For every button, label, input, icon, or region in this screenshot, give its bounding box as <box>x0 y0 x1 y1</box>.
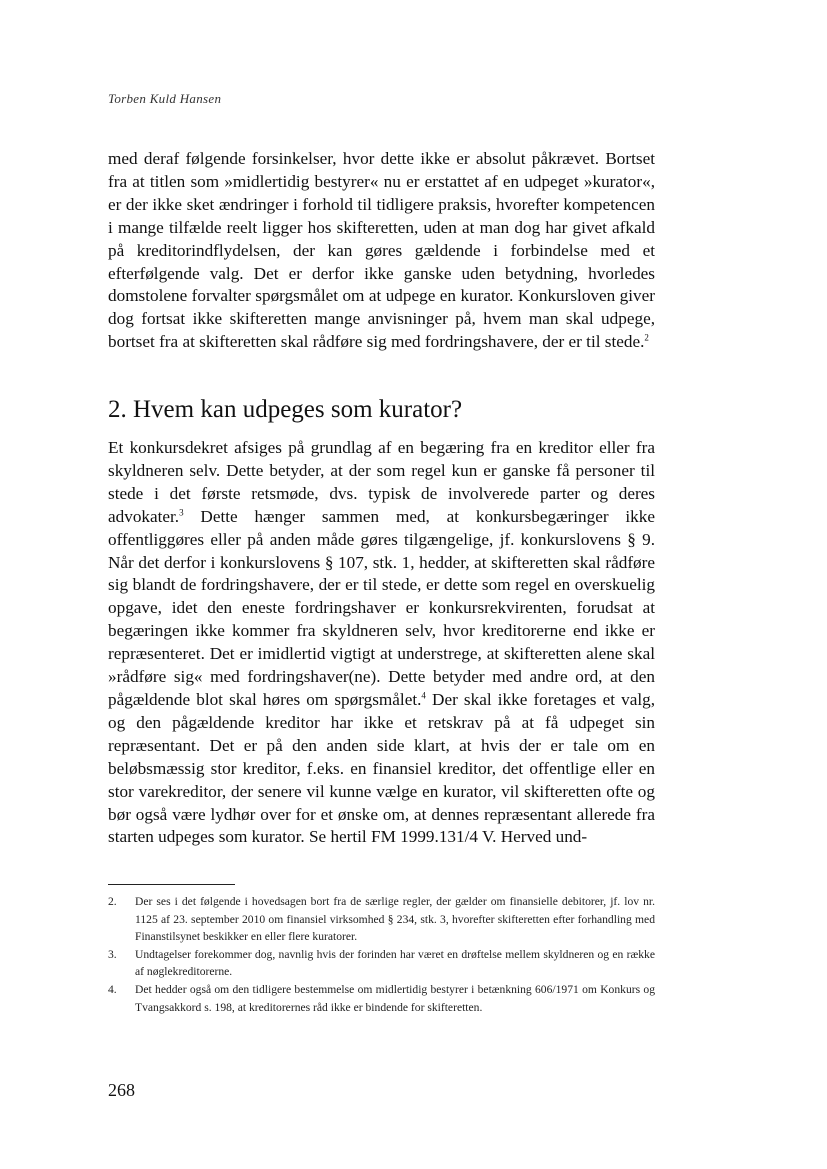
footnote-number: 4. <box>108 982 117 996</box>
running-head: Torben Kuld Hansen <box>108 91 222 106</box>
footnotes <box>108 893 655 1016</box>
footnote-ref-2[interactable]: 2 <box>644 332 649 343</box>
footnote-divider <box>108 884 235 885</box>
footnote-2 <box>108 893 655 946</box>
footnote-3 <box>108 946 655 981</box>
footnote-text: Undtagelser forekommer dog, navnlig hvis der forinden har været en drøftelse mellem skyldneren og en række af nøglekreditorerne. <box>135 947 655 979</box>
paragraph-main <box>108 437 655 849</box>
paragraph-main-text-c: Der skal ikke foretages et valg, og den pågældende kreditor har ikke et retskrav på at få udpeget sin repræsentant. Det er på den anden side klart, at hvis der er tale om en beløbsmæssig stor kreditor, f.eks. en finansiel kreditor, det offentlige eller en stor varekreditor, der senere vil kunne vælge en kurator, vil skifteretten ofte og bør også være lydhør over for et ønske om, at dennes repræsentant allerede fra starten udpeges som kurator. Se hertil FM 1999.131/4 V. Herved und- <box>108 689 655 847</box>
footnote-text: Det hedder også om den tidligere bestemmelse om midlertidig bestyrer i betænkning 606/1971 om Konkurs og Tvangsakkord s. 198, at kreditorernes råd ikke er bindende for skifteretten. <box>135 982 655 1014</box>
footnote-ref-3[interactable]: 3 <box>179 506 184 517</box>
section-heading: 2. Hvem kan udpeges som kurator? <box>108 396 463 423</box>
footnote-ref-4[interactable]: 4 <box>421 690 426 701</box>
footnote-number: 3. <box>108 947 117 961</box>
paragraph-intro-text: med deraf følgende forsinkelser, hvor dette ikke er absolut påkrævet. Bortset fra at titlen som »midlertidig bestyrer« nu er erstattet af en udpeget »kurator«, er der ikke sket ændringer i forhold til tidligere praksis, hvorefter kompetencen i mange tilfælde reelt ligger hos skifteretten, uden at man dog har givet afkald på kreditorindflydelsen, der kan gøres gældende i forbindelse med et efterfølgende valg. Det er derfor ikke ganske uden betydning, hvorledes domstolene forvalter spørgsmålet om at udpege en kurator. Konkursloven giver dog fortsat ikke skifteretten mange anvisninger på, hvem man skal udpege, bortset fra at skifteretten skal rådføre sig med fordringshavere, der er til stede. <box>108 149 655 352</box>
paragraph-main-text-a: Et konkursdekret afsiges på grundlag af en begæring fra en kreditor eller fra skyldneren selv. Dette betyder, at der som regel kun er ganske få personer til stede i det første retsmøde, dvs. typisk de involverede parter og deres advokater. <box>108 438 655 526</box>
footnote-number: 2. <box>108 895 117 908</box>
page-number: 268 <box>108 1080 135 1100</box>
footnote-4 <box>108 981 655 1016</box>
footnote-text: Der ses i det følgende i hovedsagen bort fra de særlige regler, der gælder om finansielle debitorer, jf. lov nr. 1125 af 23. september 2010 om finansiel virksomhed § 234, stk. 3, hvorefter skifteretten efter forhandling med Finanstilsynet beskikker en eller flere kuratorer. <box>135 895 655 944</box>
paragraph-intro <box>108 148 655 354</box>
paragraph-main-text-b: Dette hænger sammen med, at konkursbegæringer ikke offentliggøres eller på anden måde gøres tilgængelige, jf. konkurslovens § 9. Når det derfor i konkurslovens § 107, stk. 1, hedder, at skifteretten skal rådføre sig blandt de fordringshavere, der er til stede, er dette som regel en overskuelig opgave, idet den eneste fordringshaver er konkursrekvirenten, forudsat at begæringen ikke kommer fra skyldneren selv, hvor kreditorerne end ikke er repræsenteret. Det er imidlertid vigtigt at understrege, at skifteretten alene skal »rådføre sig« med fordringshaver(ne). Dette betyder med andre ord, at den pågældende blot skal høres om spørgsmålet. <box>108 506 655 709</box>
